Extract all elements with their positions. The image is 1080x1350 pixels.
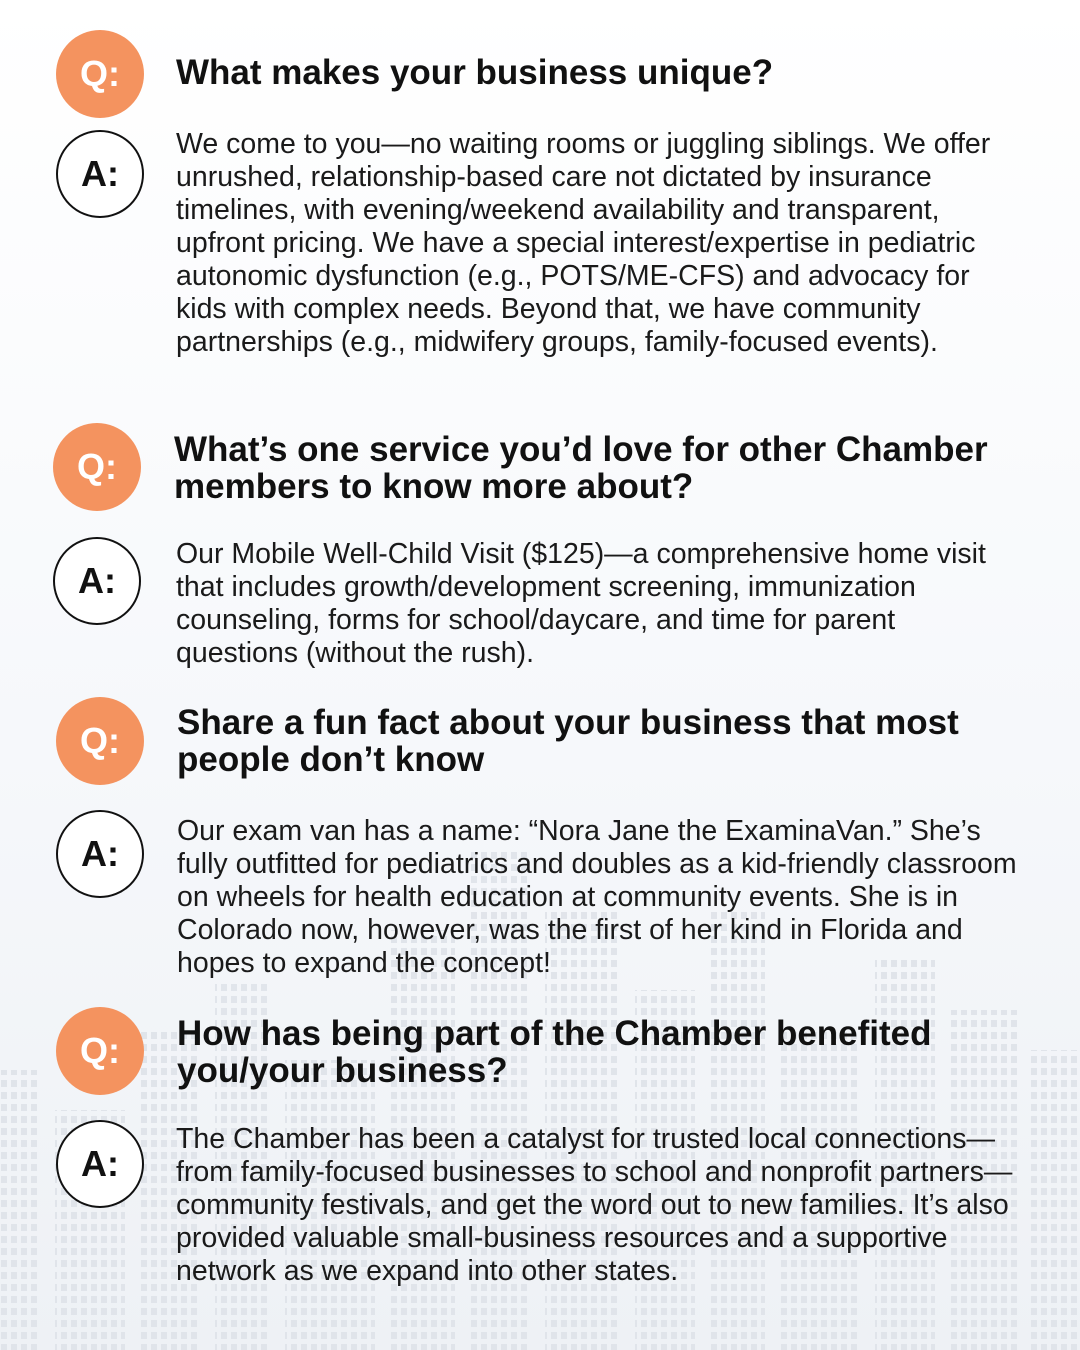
question-text: Share a fun fact about your business that most people don’t know	[177, 703, 959, 779]
answer-badge: A:	[56, 130, 144, 218]
question-text: What’s one service you’d love for other Chamber members to know more about?	[174, 430, 988, 506]
question-badge: Q:	[56, 30, 144, 118]
answer-badge: A:	[56, 1120, 144, 1208]
question-text: What makes your business unique?	[176, 53, 774, 92]
answer-text: We come to you—no waiting rooms or juggling siblings. We offer unrushed, relationship-based care not dictated by insurance timelines, with evening/weekend availability and transparent, upfront pricing. We have a special interest/expertise in pediatric autonomic dysfunction (e.g., POTS/ME-CFS) and advocacy for kids with complex needs. Beyond that, we have community partnerships (e.g., midwifery groups, family-focused events).	[176, 128, 991, 358]
answer-text: The Chamber has been a catalyst for trusted local connections—from family-focused businesses to school and nonprofit partners— community festivals, and get the word out to new families. It’s also provided valuable small-business resources and a supportive network as we expand into other states.	[176, 1123, 1013, 1287]
question-text: How has being part of the Chamber benefited you/your business?	[177, 1014, 932, 1090]
answer-text: Our Mobile Well-Child Visit ($125)—a comprehensive home visit that includes growth/development screening, immunization counseling, forms for school/daycare, and time for parent questions (without the rush).	[176, 538, 986, 669]
question-badge: Q:	[56, 697, 144, 785]
question-badge: Q:	[53, 423, 141, 511]
answer-text: Our exam van has a name: “Nora Jane the ExaminaVan.” She’s fully outfitted for pediatrics and doubles as a kid-friendly classroom on wheels for health education at community events. She is in Colorado now, however, was the first of her kind in Florida and hopes to expand the concept!	[177, 815, 1017, 979]
answer-badge: A:	[53, 537, 141, 625]
answer-badge: A:	[56, 810, 144, 898]
question-badge: Q:	[56, 1007, 144, 1095]
